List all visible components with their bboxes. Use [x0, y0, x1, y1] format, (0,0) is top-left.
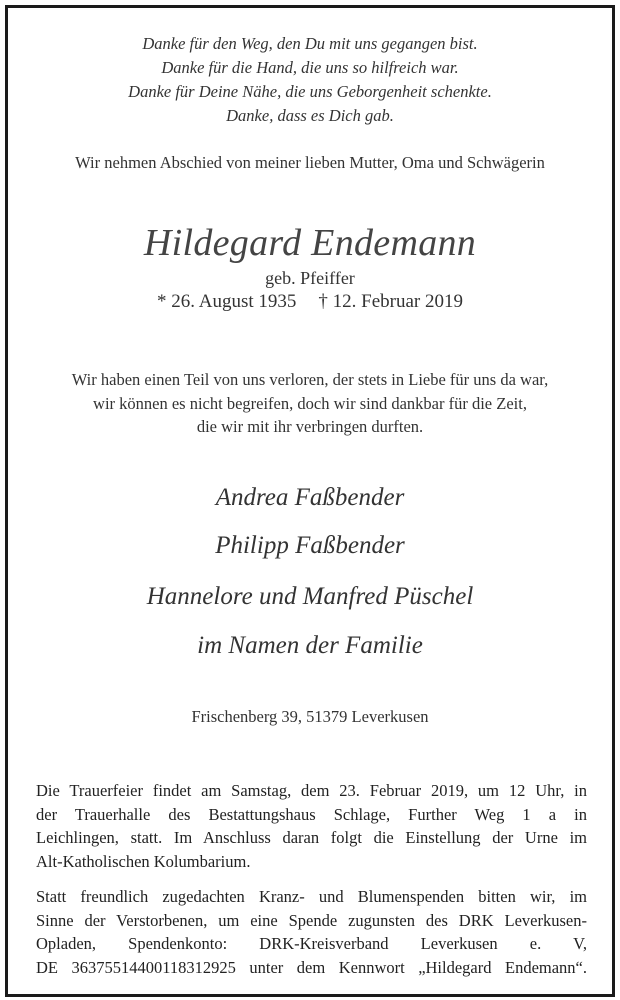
loss-line: die wir mit ihr verbringen durften.: [196, 417, 424, 436]
loss-text: [0, 368, 620, 439]
funeral-line: Die Trauerfeier findet am Samstag, dem 23. Februar 2019, um 12 Uhr, in: [36, 781, 587, 800]
life-dates: [0, 291, 620, 313]
poem-line: Danke für Deine Nähe, die uns Geborgenheit schenkte.: [128, 82, 492, 101]
mourner-name: Philipp Faßbender: [215, 532, 405, 559]
donation-line: Opladen, Spendenkonto: DRK-Kreisverband Leverkusen e. V,: [36, 934, 587, 953]
donation-line: DE 36375514400118312925 unter dem Kennwort „Hildegard Endemann“.: [36, 957, 587, 977]
funeral-line: Alt-Katholischen Kolumbarium.: [36, 851, 251, 871]
mourner-name: Andrea Faßbender: [215, 484, 405, 511]
poem-line: Danke, dass es Dich gab.: [226, 106, 394, 125]
poem-line: Danke für die Hand, die uns so hilfreich war.: [161, 58, 459, 77]
mourner-name: Hannelore und Manfred Püschel: [146, 583, 474, 610]
intro-text: Wir nehmen Abschied von meiner lieben Mutter, Oma und Schwägerin: [75, 153, 545, 172]
poem-line: Danke für den Weg, den Du mit uns gegangen bist.: [142, 34, 478, 53]
deceased-name: Hildegard Endemann: [143, 222, 477, 264]
poem: [0, 32, 620, 128]
funeral-line: Leichlingen, statt. Im Anschluss daran folgt die Einstellung der Urne im: [36, 828, 587, 847]
loss-line: wir können es nicht begreifen, doch wir sind dankbar für die Zeit,: [93, 393, 527, 413]
donation-line: Statt freundlich zugedachten Kranz- und Blumenspenden bitten wir, im: [36, 887, 587, 906]
family-address: Frischenberg 39, 51379 Leverkusen: [191, 707, 429, 726]
death-date: † 12. Februar 2019: [318, 291, 463, 312]
funeral-info: [36, 779, 587, 873]
loss-line: Wir haben einen Teil von uns verloren, der stets in Liebe für uns da war,: [71, 370, 549, 389]
family-signature: im Namen der Familie: [197, 632, 423, 659]
birth-date: * 26. August 1935: [157, 291, 297, 312]
donation-info: [36, 885, 587, 979]
birth-name: geb. Pfeiffer: [265, 268, 355, 288]
donation-line: Sinne der Verstorbenen, um eine Spende zugunsten des DRK Leverkusen-: [36, 910, 587, 930]
funeral-line: der Trauerhalle des Bestattungshaus Schlage, Further Weg 1 a in: [36, 804, 587, 824]
